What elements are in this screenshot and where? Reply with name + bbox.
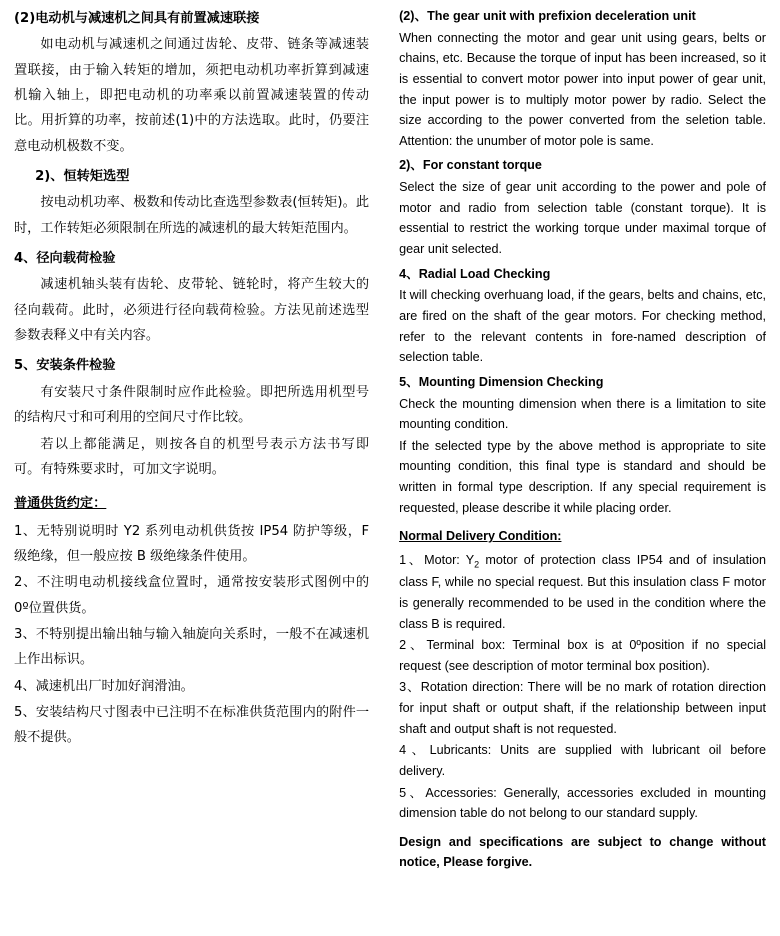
chinese-column	[14, 6, 385, 936]
paragraph-final-type-zh: 若以上都能满足，则按各自的机型号表示方法书写即可。有特殊要求时，可加文字说明。	[14, 436, 370, 477]
paragraph-mounting-limitation-en: Check the mounting dimension when there is a limitation to site mounting condition.	[399, 396, 766, 432]
delivery-item-motor-en	[399, 550, 766, 634]
paragraph-constant-torque-en: Select the size of gear unit according to the power and pole of motor and radio from selection table (constant torque). It is essential to restrict the working torque under maximal torque of gear unit selected.	[399, 180, 766, 257]
paragraph-prefixion-deceleration-zh: 如电动机与减速机之间通过齿轮、皮带、链条等减速装置联接，由于输入转矩的增加，须把电动机功率折算到减速机输入轴上，即把电动机的功率乘以前置减速装置的传动比。用折算的功率，按前述(1)中的方法选取。此时，仍要注意电动机极数不变。	[14, 37, 370, 154]
delivery-item-accessories-en: 5、Accessories: Generally, accessories excluded in mounting dimension table do not belong to our standard supply.	[399, 785, 766, 821]
delivery-item-terminal-box-en: 2、Terminal box: Terminal box is at 0ºposition if no special request (see description of motor terminal box position).	[399, 638, 766, 673]
heading-mounting-dimension-en: 5、Mounting Dimension Checking	[399, 374, 604, 389]
delivery-item-lubricants-en: 4、Lubricants: Units are supplied with lubricant oil before delivery.	[399, 743, 766, 779]
design-change-notice: Design and specifications are subject to change without notice, Please forgive.	[399, 834, 766, 870]
heading-constant-torque-zh: 2)、恒转矩选型	[35, 169, 130, 185]
delivery-item-motor-text-before: 1、Motor: Y	[399, 553, 475, 568]
english-column	[385, 6, 766, 936]
paragraph-final-type-en: If the selected type by the above method is appropriate to site mounting condition, this final type is standard and should be written in formal type description. If any special requirement is requested, please describe it while placing order.	[399, 438, 766, 515]
heading-mounting-condition-zh: 5、安装条件检验	[14, 358, 116, 374]
spacer	[399, 825, 766, 832]
heading-prefixion-deceleration-en: (2)、The gear unit with prefixion deceleration unit	[399, 9, 696, 23]
delivery-item-motor-zh: 1、无特别说明时 Y2 系列电动机供货按 IP54 防护等级，F 级绝缘，但一般应按 B 级绝缘条件使用。	[14, 523, 370, 564]
paragraph-radial-load-en: It will checking overhuang load, if the gears, belts and chains, etc, are fired on the shaft of the gear motors. For checking method, refer to the relevant contents in fore-named description of selection table.	[399, 288, 766, 365]
heading-delivery-condition-en: Normal Delivery Condition:	[399, 529, 562, 544]
delivery-item-motor-subscript: 2	[474, 559, 480, 570]
delivery-item-accessories-zh: 5、安装结构尺寸图表中已注明不在标准供货范围内的附件一般不提供。	[14, 704, 370, 746]
paragraph-prefixion-deceleration-en: When connecting the motor and gear unit using gears, belts or chains, etc. Because the torque of input has been increased, so it is essential to convert motor power into input power of gear unit, the input power is to multiply motor power by radio. Select the size according to the power converted from the seletion table. Attention: the unumber of motor pole is same.	[399, 30, 766, 148]
heading-constant-torque-en: 2)、For constant torque	[399, 158, 542, 173]
spacer	[14, 483, 369, 491]
paragraph-mounting-condition-zh: 有安装尺寸条件限制时应作此检验。即把所选用机型号的结构尺寸和可利用的空间尺寸作比较。	[14, 384, 370, 426]
spacer	[399, 519, 766, 526]
delivery-item-motor-text-after: motor of protection class IP54 and of insulation class F, while no special request. But this insulation class F motor is generally recommended to be used in the condition where the class B is required.	[399, 553, 766, 631]
paragraph-constant-torque-zh: 按电动机功率、极数和传动比查选型参数表(恒转矩)。此时，工作转矩必须限制在所选的减速机的最大转矩范围内。	[14, 195, 370, 236]
paragraph-radial-load-zh: 减速机轴头装有齿轮、皮带轮、链轮时，将产生较大的径向载荷。此时，必须进行径向载荷检验。方法见前述选型参数表释义中有关内容。	[14, 277, 370, 344]
delivery-item-rotation-en: 3、Rotation direction: There will be no mark of rotation direction for input shaft or output shaft, if the relationship between input shaft and output shaft is not requested.	[399, 680, 766, 736]
heading-radial-load-en: 4、Radial Load Checking	[399, 266, 551, 281]
heading-prefixion-deceleration-zh: (2)电动机与减速机之间具有前置减速联接	[14, 11, 260, 26]
heading-delivery-condition-zh: 普通供货约定：	[14, 496, 107, 512]
delivery-item-terminal-box-zh: 2、不注明电动机接线盒位置时，通常按安装形式图例中的 0º位置供货。	[14, 575, 370, 616]
delivery-item-lubricants-zh: 4、减速机出厂时加好润滑油。	[14, 678, 194, 694]
delivery-item-rotation-zh: 3、不特别提出输出轴与输入轴旋向关系时，一般不在减速机上作出标识。	[14, 626, 370, 668]
heading-radial-load-zh: 4、径向载荷检验	[14, 251, 116, 267]
